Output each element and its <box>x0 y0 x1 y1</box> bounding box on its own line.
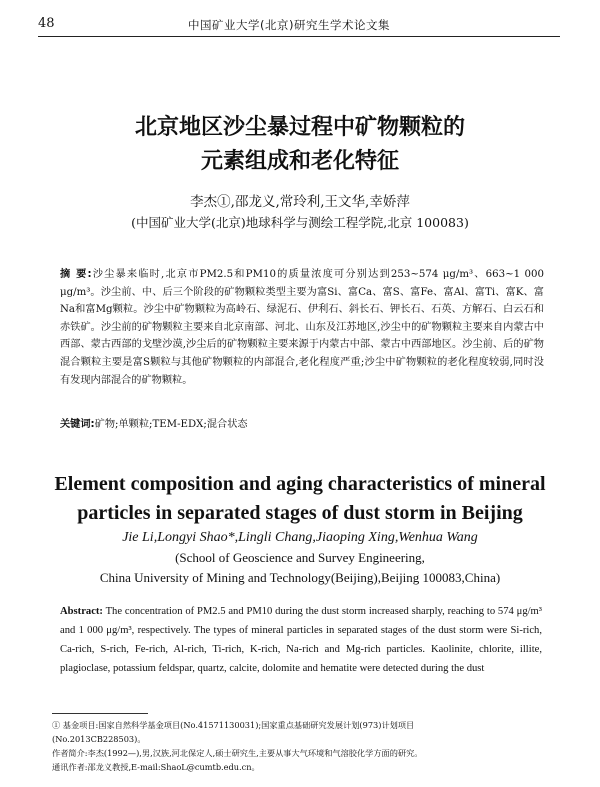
footnote-fund-line-2: (No.2013CB228503)。 <box>52 734 146 744</box>
chinese-title-line-2: 元素组成和老化特征 <box>200 149 399 174</box>
footnote-divider <box>52 713 148 714</box>
footnote-author-intro: 作者简介:李杰(1992—),男,汉族,河北保定人,硕士研究生,主要从事大气环境和气溶胶化学方面的研究。 <box>52 748 423 758</box>
footnote-corresponding-author: 通讯作者:邵龙义教授,E-mail:ShaoL@cumtb.edu.cn。 <box>52 762 260 772</box>
chinese-keywords <box>60 416 544 433</box>
page-header <box>38 14 560 37</box>
english-affiliation-line-1: (School of Geoscience and Survey Engineering, <box>175 550 425 565</box>
running-head: 中国矿业大学(北京)研究生学术论文集 <box>188 18 390 32</box>
chinese-abstract-label: 摘 要: <box>60 269 92 280</box>
chinese-abstract <box>60 266 544 389</box>
chinese-keywords-text: 矿物;单颗粒;TEM-EDX;混合状态 <box>94 419 248 430</box>
english-authors: Jie Li,Longyi Shao*,Lingli Chang,Jiaoping Xing,Wenhua Wang <box>122 530 478 545</box>
chinese-abstract-text: 沙尘暴来临时,北京市PM2.5和PM10的质量浓度可分别达到253~574 μg/m³、663~1 000 μg/m³。沙尘前、中、后三个阶段的矿物颗粒类型主要为富Si、富Ca、富S、富Fe、富Al、富Ti、富K、富Na和富Mg颗粒。沙尘中矿物颗粒为高岭石、绿泥石、伊利石、斜长石、钾长石、石英、方解石、白云石和赤铁矿。沙尘前的矿物颗粒主要来自北京南部、河北、山东及江苏地区,沙尘中的矿物颗粒主要来自内蒙古中西部、蒙古西部的戈壁沙漠,沙尘后的矿物颗粒主要来源于内蒙古中部、蒙古中西部地区。沙尘前、后的矿物混合颗粒主要是富S颗粒与其他矿物颗粒的内部混合,老化程度严重;沙尘中矿物颗粒的老化程度较弱,同时没有发现内部混合的矿物颗粒。 <box>60 269 544 386</box>
english-title-line-1: Element composition and aging characteristics of mineral <box>54 473 546 495</box>
english-abstract <box>60 602 542 678</box>
footnotes <box>52 718 552 774</box>
chinese-authors: 李杰①,邵龙义,常玲利,王文华,幸娇萍 <box>190 194 410 210</box>
english-affiliation-line-2: China University of Mining and Technology(Beijing),Beijing 100083,China) <box>99 570 501 585</box>
chinese-affiliation: (中国矿业大学(北京)地球科学与测绘工程学院,北京 100083) <box>131 215 469 230</box>
chinese-keywords-label: 关键词: <box>60 419 95 430</box>
page-number: 48 <box>38 16 55 31</box>
chinese-title-line-1: 北京地区沙尘暴过程中矿物颗粒的 <box>134 115 465 140</box>
footnote-fund-line-1: ① 基金项目:国家自然科学基金项目(No.41571130031);国家重点基础研究发展计划(973)计划项目 <box>52 720 415 730</box>
english-abstract-text: The concentration of PM2.5 and PM10 during the dust storm increased sharply, reaching to 574 μg/m³ and 1 000 μg/m³, respectively. The types of mineral particles in separated stages of the dust storm were Si-rich, Ca-rich, S-rich, Fe-rich, Al-rich, Ti-rich, K-rich, Na-rich and Mg-rich particles. Kaolinite, chlorite, illite, plagioclase, potassium feldspar, quartz, calcite, dolomite and hematite were detected during the dust <box>60 606 542 674</box>
english-abstract-label: Abstract: <box>60 606 103 617</box>
english-title-line-2: particles in separated stages of dust storm in Beijing <box>77 502 523 524</box>
